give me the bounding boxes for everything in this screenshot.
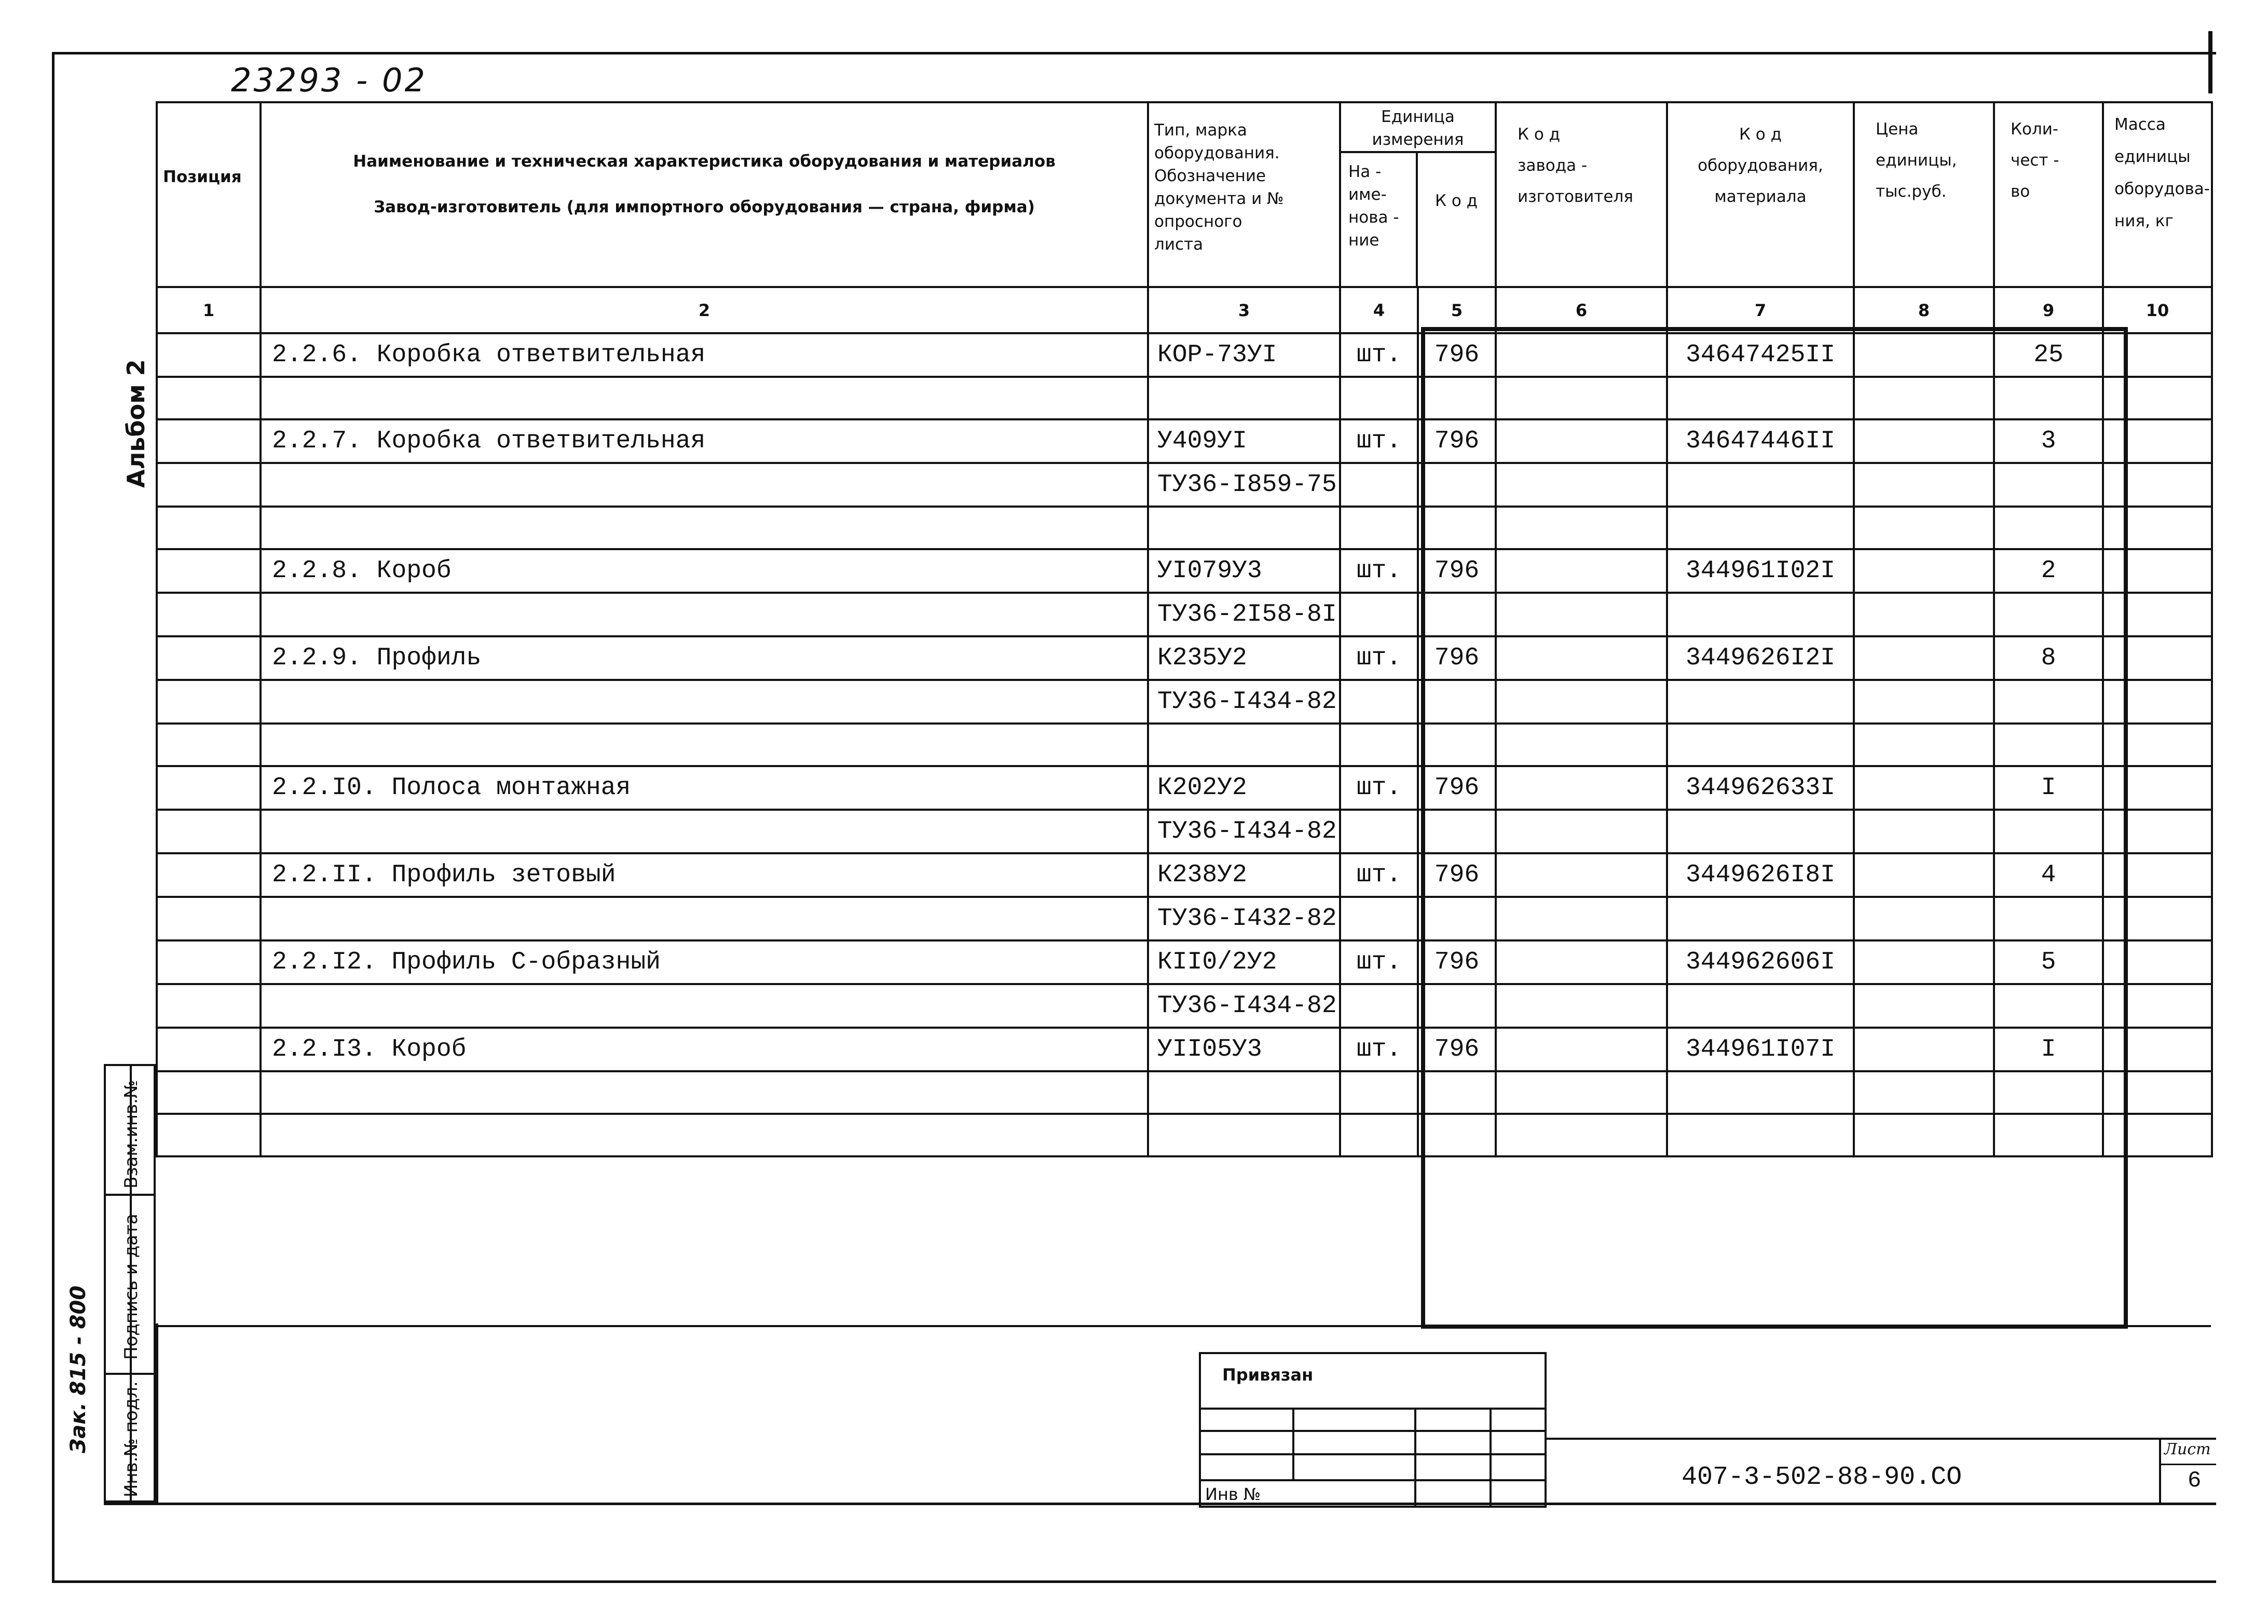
header-mass-line: Масса: [2114, 115, 2166, 134]
item-unit: шт.: [1340, 940, 1418, 984]
header-name: [261, 102, 1148, 287]
inventory-label: Инв №: [1205, 1484, 1261, 1504]
header-type-line: документа и №: [1154, 189, 1284, 208]
item-type: У409УI: [1148, 419, 1340, 463]
outer-frame-top: [52, 52, 2216, 54]
sheet-number: 6: [2188, 1468, 2202, 1494]
item-unit-code: 796: [1418, 1028, 1496, 1071]
item-document: ТУ36-I434-82: [1148, 984, 1340, 1028]
codes-outline: [1421, 327, 2128, 1329]
header-equipment-line: оборудования,: [1698, 156, 1823, 175]
item-equipment-code: 34647425II: [1667, 333, 1854, 377]
header-type-line: Тип, марка: [1154, 121, 1247, 140]
item-equipment-code: 344961I02I: [1667, 549, 1854, 593]
outer-frame-left: [52, 52, 54, 1583]
header-price-line: тыс.руб.: [1876, 182, 1947, 201]
header-factory-line: изготовителя: [1518, 187, 1633, 206]
column-number: 3: [1148, 287, 1340, 333]
item-name: 2.2.I0. Полоса монтажная: [261, 766, 1148, 810]
header-quantity-line: Коли-: [2011, 120, 2059, 139]
header-row: [157, 102, 2212, 287]
side-stamp-signature-date: Подпись и дата: [121, 1213, 142, 1360]
header-unit-group: [1340, 102, 1496, 287]
item-unit: шт.: [1340, 1028, 1418, 1071]
order-number: Зак. 815 - 800: [66, 1285, 90, 1453]
header-factory-line: завода -: [1518, 156, 1588, 175]
header-unit-code: К о д: [1435, 192, 1478, 210]
side-stamp-replaced-inv: Взам.инв.№: [121, 1080, 142, 1189]
outer-frame-bottom: [52, 1580, 2216, 1583]
item-quantity: 5: [1994, 940, 2103, 984]
item-unit-code: 796: [1418, 853, 1496, 897]
header-unit-line: измерения: [1372, 130, 1464, 149]
document-designation: 407-3-502-88-90.СО: [1682, 1463, 1962, 1492]
item-unit-code: 796: [1418, 940, 1496, 984]
item-type: УII05У3: [1148, 1028, 1340, 1071]
column-number: 10: [2103, 287, 2212, 333]
item-document: ТУ36-I434-82: [1148, 680, 1340, 724]
item-equipment-code: 34647446II: [1667, 419, 1854, 463]
header-mass-line: оборудова-: [2114, 180, 2210, 198]
item-equipment-code: 344961I07I: [1667, 1028, 1854, 1071]
column-number: 7: [1667, 287, 1854, 333]
header-quantity-line: во: [2011, 182, 2030, 201]
header-type-line: опросного: [1154, 212, 1242, 231]
item-unit: шт.: [1340, 766, 1418, 810]
item-unit-code: 796: [1418, 636, 1496, 680]
column-number: 6: [1496, 287, 1667, 333]
item-type: К235У2: [1148, 636, 1340, 680]
header-unit-name-line: На -: [1348, 162, 1382, 181]
header-equipment-code: [1667, 102, 1854, 287]
item-unit-code: 796: [1418, 549, 1496, 593]
column-number: 1: [157, 287, 261, 333]
item-unit: шт.: [1340, 853, 1418, 897]
item-unit: шт.: [1340, 636, 1418, 680]
header-type-line: Обозначение: [1154, 167, 1266, 185]
header-position: [157, 102, 261, 287]
column-number: 2: [261, 287, 1148, 333]
side-stamp-inv-orig: Инв.№ подл.: [121, 1381, 142, 1497]
item-name: 2.2.9. Профиль: [261, 636, 1148, 680]
column-number: 8: [1854, 287, 1994, 333]
header-mass-line: ния, кг: [2114, 212, 2174, 230]
column-number-row: [157, 287, 2212, 333]
header-equipment-line: К о д: [1739, 125, 1782, 144]
item-quantity: 4: [1994, 853, 2103, 897]
album-label: Альбом 2: [122, 359, 150, 488]
header-name-line1: Наименование и техническая характеристика оборудования и материалов: [353, 152, 1056, 171]
item-quantity: I: [1994, 766, 2103, 810]
item-equipment-code: 344962633I: [1667, 766, 1854, 810]
item-name: 2.2.I3. Короб: [261, 1028, 1148, 1071]
header-price: [1854, 102, 1994, 287]
item-document: ТУ36-I434-82: [1148, 810, 1340, 853]
header-factory-code: [1496, 102, 1667, 287]
item-unit-code: 796: [1418, 333, 1496, 377]
header-type-line: оборудования.: [1154, 144, 1280, 162]
header-position-label: Позиция: [163, 168, 242, 186]
item-document: ТУ36-I432-82: [1148, 897, 1340, 940]
item-equipment-code: 344962606I: [1667, 940, 1854, 984]
item-name: 2.2.8. Короб: [261, 549, 1148, 593]
header-type: [1148, 102, 1340, 287]
header-factory-line: К о д: [1518, 125, 1561, 144]
item-unit: шт.: [1340, 419, 1418, 463]
binding-stamp-label: Привязан: [1222, 1365, 1314, 1385]
item-type: К238У2: [1148, 853, 1340, 897]
item-quantity: 8: [1994, 636, 2103, 680]
inner-frame-bottom: [104, 1503, 2216, 1505]
header-unit-name-line: име-: [1348, 185, 1387, 204]
item-name: 2.2.II. Профиль зетовый: [261, 853, 1148, 897]
item-name: 2.2.7. Коробка ответвительная: [261, 419, 1148, 463]
header-equipment-line: материала: [1714, 187, 1807, 206]
header-type-line: листа: [1154, 235, 1204, 254]
item-quantity: I: [1994, 1028, 2103, 1071]
item-document: ТУ36-I859-75: [1148, 463, 1340, 507]
header-name-line2: Завод-изготовитель (для импортного оборудования — страна, фирма): [374, 198, 1035, 216]
item-type: КОР-73УI: [1148, 333, 1340, 377]
item-unit: шт.: [1340, 549, 1418, 593]
header-unit-name-line: ние: [1348, 231, 1379, 250]
document-number: 23293 - 02: [231, 61, 427, 99]
header-unit-line: Единица: [1381, 107, 1455, 126]
item-name: 2.2.I2. Профиль С-образный: [261, 940, 1148, 984]
item-name: 2.2.6. Коробка ответвительная: [261, 333, 1148, 377]
sheet-label: Лист: [2164, 1440, 2211, 1458]
item-equipment-code: 3449626I8I: [1667, 853, 1854, 897]
column-number: 5: [1418, 287, 1496, 333]
item-type: К202У2: [1148, 766, 1340, 810]
header-price-line: Цена: [1876, 120, 1919, 139]
item-unit-code: 796: [1418, 419, 1496, 463]
item-unit: шт.: [1340, 333, 1418, 377]
column-number: 9: [1994, 287, 2103, 333]
item-document: ТУ36-2I58-8I: [1148, 593, 1340, 636]
header-unit-name-line: нова -: [1348, 208, 1399, 227]
header-mass: [2103, 102, 2212, 287]
column-number: 4: [1340, 287, 1418, 333]
header-price-line: единицы,: [1876, 151, 1957, 170]
item-unit-code: 796: [1418, 766, 1496, 810]
top-right-tick: [2208, 31, 2212, 93]
header-mass-line: единицы: [2114, 147, 2191, 166]
item-equipment-code: 3449626I2I: [1667, 636, 1854, 680]
header-quantity-line: чест -: [2011, 151, 2059, 170]
title-block-top: [1547, 1438, 2216, 1440]
item-type: УI079У3: [1148, 549, 1340, 593]
header-quantity: [1994, 102, 2103, 287]
item-quantity: 2: [1994, 549, 2103, 593]
item-type: КII0/2У2: [1148, 940, 1340, 984]
item-quantity: 3: [1994, 419, 2103, 463]
inner-frame-left: [156, 1323, 158, 1505]
item-quantity: 25: [1994, 333, 2103, 377]
